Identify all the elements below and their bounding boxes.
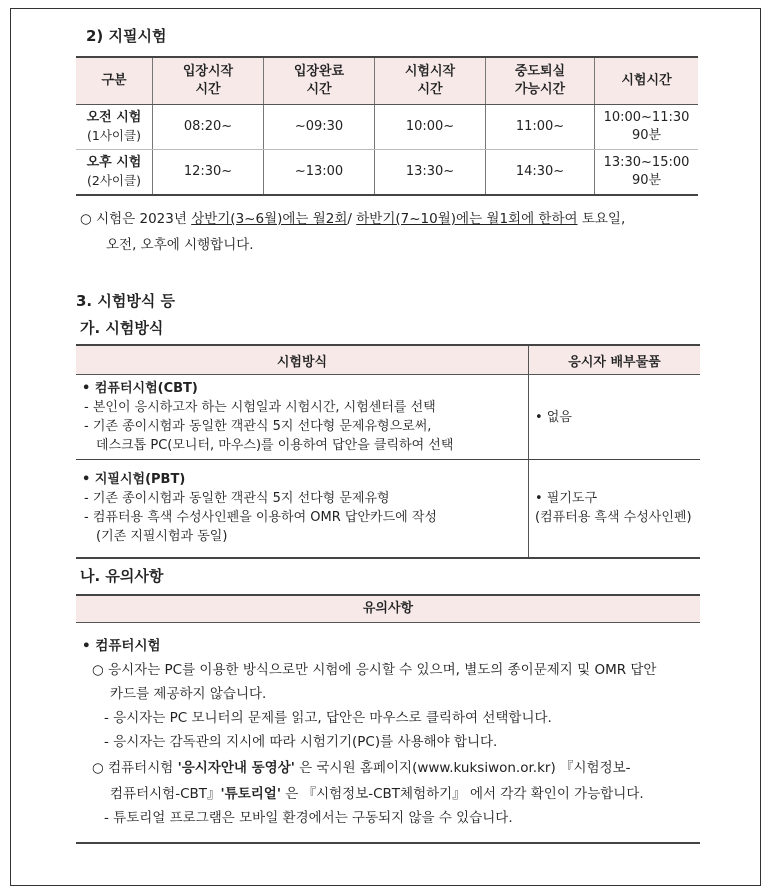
precaution-line: - 응시자는 감독관의 지시에 따라 시험기기(PC)를 사용해야 합니다. — [104, 734, 498, 750]
table-header-row — [76, 345, 700, 375]
method-pbt: • 지필시험(PBT) - 기존 종이시험과 동일한 객관식 5지 선다형 문제유형 - 컴퓨터용 흑색 수성사인펜을 이용하여 OMR 답안카드에 작성 (기존 지필시험과 동일) — [76, 460, 529, 558]
table-header-row — [76, 57, 698, 105]
header-exam-start: 시험시작 시간 — [375, 57, 486, 105]
section-heading-written-exam: 2) 지필시험 — [86, 27, 167, 45]
row-group: 오후 시험 (2사이클) — [76, 150, 153, 196]
cell-entry-start: 08:20~ — [153, 105, 264, 150]
cell-early-leave: 14:30~ — [486, 150, 595, 196]
section-heading-exam-method: 3. 시험방식 등 — [76, 292, 176, 310]
precaution-line: - 튜토리얼 프로그램은 모바일 환경에서는 구동되지 않을 수 있습니다. — [104, 810, 513, 826]
subheading-precautions: 나. 유의사항 — [80, 567, 164, 585]
precaution-line: ○ 응시자는 PC를 이용한 방식으로만 시험에 응시할 수 있으며, 별도의 종이문제지 및 OMR 답안 — [92, 662, 657, 678]
table-row — [76, 460, 700, 558]
header-entry-start: 입장시작 시간 — [153, 57, 264, 105]
cell-exam-start: 10:00~ — [375, 105, 486, 150]
precaution-line: ○ 컴퓨터시험 '응시자안내 동영상' 은 국시원 홈페이지(www.kuksiwon.or.kr) 『시험정보- — [92, 760, 631, 776]
precaution-line: 컴퓨터시험-CBT』'튜토리얼' 은 『시험정보-CBT체험하기』 에서 각각 확인이 가능합니다. — [110, 786, 644, 802]
written-exam-schedule-table — [76, 56, 698, 196]
precaution-line: 카드를 제공하지 않습니다. — [110, 686, 267, 702]
table-row — [76, 375, 700, 460]
cell-entry-end: ~09:30 — [264, 105, 375, 150]
schedule-note-line2: 오전, 오후에 시행합니다. — [106, 237, 254, 253]
cell-exam-start: 13:30~ — [375, 150, 486, 196]
cell-duration: 10:00~11:30 90분 — [595, 105, 699, 150]
header-exam-duration: 시험시간 — [595, 57, 699, 105]
table-row — [76, 150, 698, 196]
precautions-header: 유의사항 — [76, 594, 700, 623]
schedule-note: ○ 시험은 2023년 상반기(3~6월)에는 월2회/ 하반기(7~10월)에는 월1회에 한하여 토요일, — [80, 211, 626, 227]
precautions-title: • 컴퓨터시험 — [82, 638, 161, 654]
table-row — [76, 105, 698, 150]
cell-early-leave: 11:00~ — [486, 105, 595, 150]
header-method: 시험방식 — [76, 345, 529, 375]
cell-duration: 13:30~15:00 90분 — [595, 150, 699, 196]
exam-method-table — [76, 344, 700, 559]
header-entry-end: 입장완료 시간 — [264, 57, 375, 105]
row-group: 오전 시험 (1사이클) — [76, 105, 153, 150]
method-cbt: • 컴퓨터시험(CBT) - 본인이 응시하고자 하는 시험일과 시험시간, 시험센터를 선택 - 기존 종이시험과 동일한 객관식 5지 선다형 문제유형으로써, 데스크톱 PC(모니터, 마우스)를 이용하여 답안을 클릭하여 선택 — [76, 375, 529, 460]
precaution-line: - 응시자는 PC 모니터의 문제를 읽고, 답안은 마우스로 클릭하여 선택합니다. — [104, 710, 552, 726]
header-items: 응시자 배부물품 — [529, 345, 701, 375]
cell-entry-start: 12:30~ — [153, 150, 264, 196]
header-early-leave: 중도퇴실 가능시간 — [486, 57, 595, 105]
precautions-bottom-rule — [76, 842, 700, 844]
header-category: 구분 — [76, 57, 153, 105]
cell-entry-end: ~13:00 — [264, 150, 375, 196]
items-cbt: • 없음 — [529, 375, 701, 460]
subheading-exam-method: 가. 시험방식 — [80, 319, 164, 337]
items-pbt: • 필기도구 (컴퓨터용 흑색 수성사인펜) — [529, 460, 701, 558]
